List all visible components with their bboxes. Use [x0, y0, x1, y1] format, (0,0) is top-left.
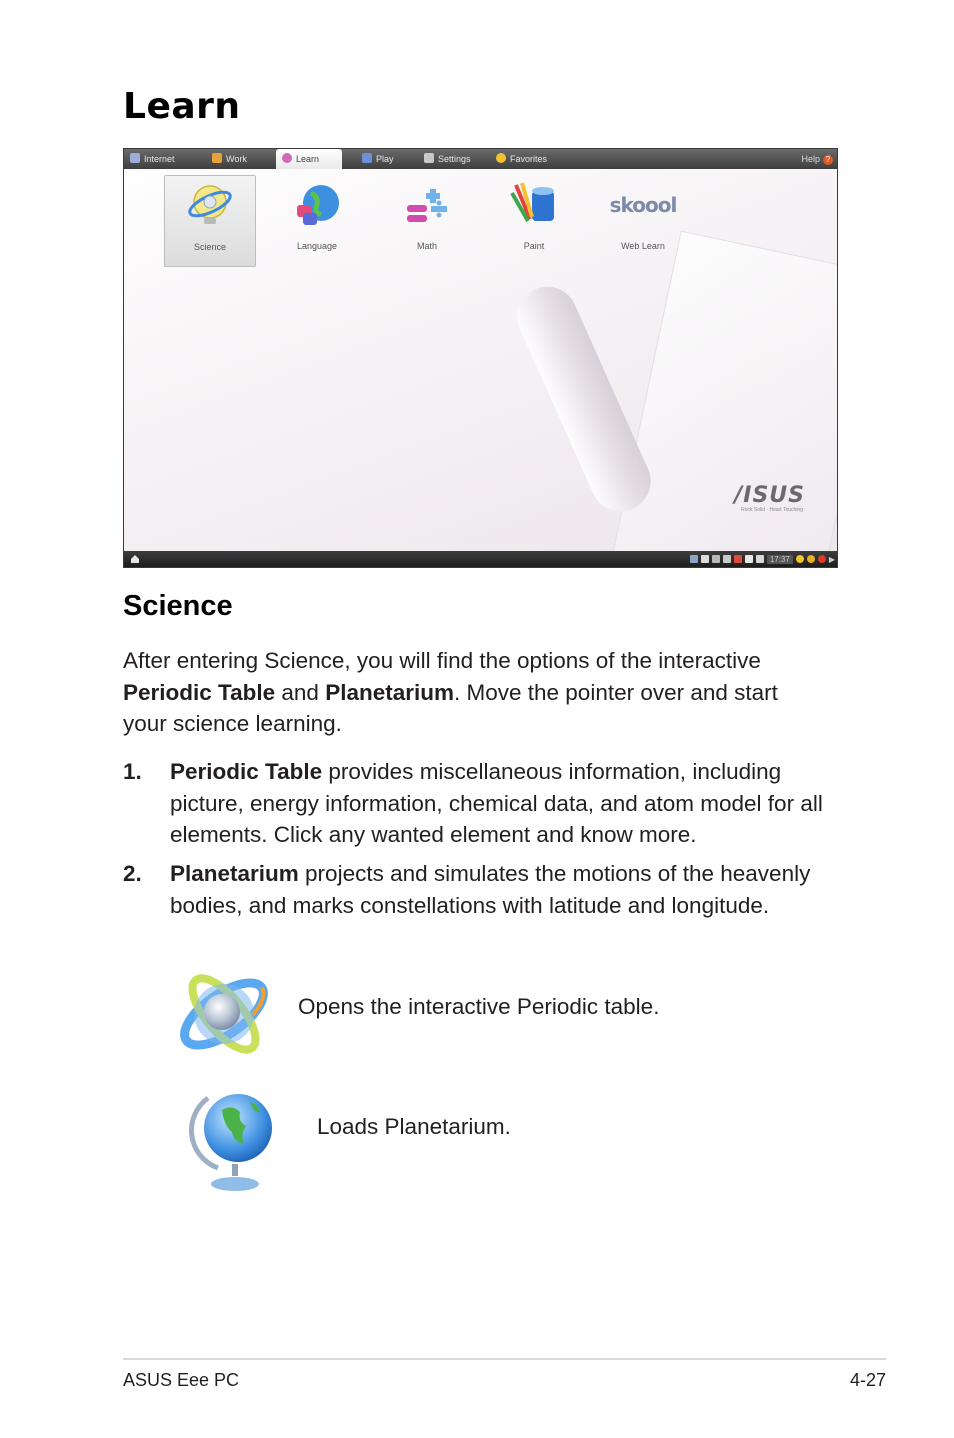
help-button[interactable]: [801, 149, 833, 169]
home-icon[interactable]: [130, 554, 140, 564]
taskbar: [124, 551, 837, 567]
tab-label: Learn: [296, 154, 320, 164]
tab-favorites[interactable]: [496, 149, 547, 169]
asus-logo: /ISUS: [734, 483, 805, 508]
footer-divider: [123, 1358, 886, 1360]
intro-term-periodic-table: Periodic Table: [123, 679, 276, 705]
list-number: 2.: [123, 861, 142, 886]
app-web-learn[interactable]: [598, 175, 688, 265]
app-paint[interactable]: [489, 175, 579, 265]
intro-term-planetarium: Planetarium: [325, 679, 454, 705]
tab-play[interactable]: [362, 149, 394, 169]
web-learn-icon: skoool: [609, 193, 677, 217]
app-label: Paint: [523, 241, 545, 251]
star-icon: [496, 153, 506, 163]
list-term: Planetarium: [170, 861, 299, 886]
app-label: Math: [416, 241, 437, 251]
tab-work[interactable]: [212, 149, 247, 169]
atom-icon-description: Opens the interactive Periodic table.: [298, 994, 660, 1019]
learn-icon: [282, 153, 292, 163]
app-label: Web Learn: [621, 241, 665, 251]
tab-label: Internet: [144, 154, 175, 164]
tab-settings[interactable]: [424, 149, 471, 169]
sound-icon[interactable]: [745, 555, 753, 563]
help-label: Help: [801, 154, 820, 164]
play-icon: [362, 153, 372, 163]
tab-label: Settings: [438, 154, 471, 164]
list-term: Periodic Table: [170, 759, 323, 784]
background-paper-decoration: [612, 231, 838, 568]
intro-text: . Move the pointer over and start your science learning.: [123, 679, 778, 736]
asus-tagline: Rock Solid · Heart Touching: [741, 507, 803, 513]
globe-icon-description: Loads Planetarium.: [317, 1114, 511, 1139]
display-icon[interactable]: [712, 555, 720, 563]
power-icon[interactable]: [734, 555, 742, 563]
math-icon: [403, 179, 451, 235]
keyboard-icon[interactable]: [756, 555, 764, 563]
wifi-icon[interactable]: [701, 555, 709, 563]
list-description: provides miscellaneous information, including picture, energy information, chemical data, and atom model for all elements. Click any wanted element and know more.: [170, 759, 823, 847]
tab-learn[interactable]: [276, 149, 342, 169]
clock: 17:37: [767, 555, 793, 564]
globe-icon: [188, 1080, 280, 1196]
page-title: Learn: [123, 86, 241, 127]
notify-icon[interactable]: [807, 555, 815, 563]
app-language[interactable]: [272, 175, 362, 265]
list-text: [170, 858, 830, 921]
intro-paragraph: [123, 645, 823, 740]
list-number: 1.: [123, 759, 142, 784]
list-text: [170, 756, 830, 851]
intro-text: After entering Science, you will find the options of the interactive: [123, 648, 761, 673]
paint-icon: [510, 179, 558, 235]
internet-icon: [130, 153, 140, 163]
settings-icon: [424, 153, 434, 163]
info-icon[interactable]: [796, 555, 804, 563]
shutdown-icon[interactable]: [818, 555, 826, 563]
app-math[interactable]: [382, 175, 472, 265]
tab-internet[interactable]: [130, 149, 175, 169]
network-icon[interactable]: [690, 555, 698, 563]
disk-icon[interactable]: [723, 555, 731, 563]
system-tray: [690, 553, 835, 565]
app-science[interactable]: [164, 175, 256, 267]
page-number: 4-27: [849, 1370, 886, 1390]
app-label: Science: [193, 242, 227, 252]
language-icon: [293, 179, 341, 235]
work-icon: [212, 153, 222, 163]
tab-label: Favorites: [510, 154, 548, 164]
top-tab-bar: [124, 149, 837, 169]
arrow-right-icon[interactable]: ▶: [828, 555, 835, 564]
science-icon: [186, 180, 234, 236]
intro-text: and: [275, 679, 326, 705]
help-icon: ?: [823, 155, 833, 165]
app-label: Language: [296, 241, 338, 251]
tab-label: Play: [376, 154, 394, 164]
background-pen-decoration: [508, 277, 660, 521]
atom-icon: [172, 966, 276, 1062]
learn-tab-screenshot: [123, 148, 838, 568]
list-description: projects and simulates the motions of the heavenly bodies, and marks constellations with latitude and longitude.: [170, 861, 811, 918]
footer-product: ASUS Eee PC: [123, 1370, 240, 1390]
tab-label: Work: [226, 154, 247, 164]
section-heading: Science: [123, 590, 233, 622]
